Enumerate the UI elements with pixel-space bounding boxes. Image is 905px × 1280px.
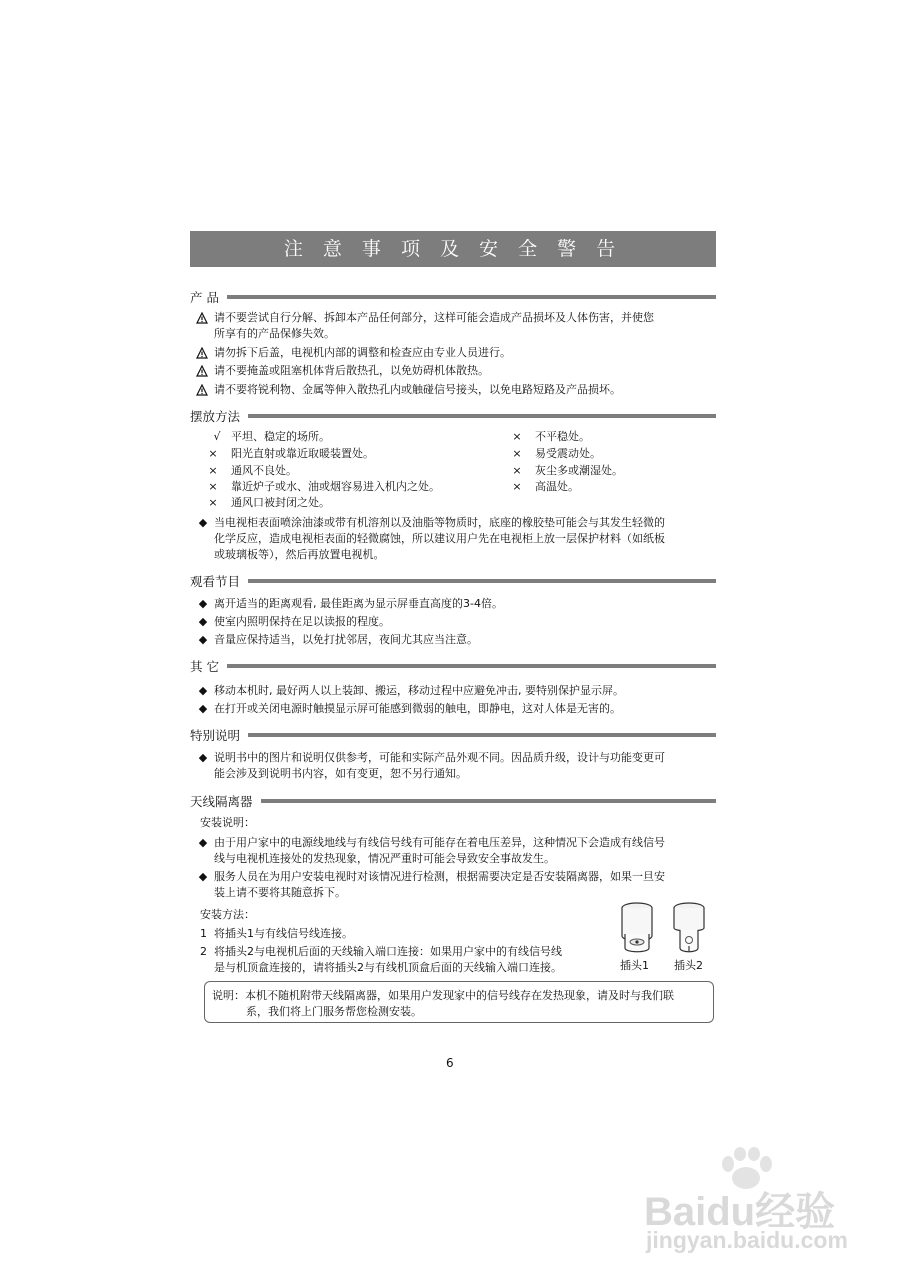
diamond-icon: ◆	[198, 702, 208, 715]
warning-icon	[196, 365, 208, 377]
step-1-number: 1	[200, 927, 207, 940]
product-item-4: 请不要将锐利物、金属等伸入散热孔内或触碰信号接头，以免电路短路及产品损坏。	[214, 383, 621, 396]
watermark-brand: Baidu经验	[644, 1190, 836, 1234]
installation-note-line-1: 说明：本机不随机附带天线隔离器，如果用户发现家中的信号线存在发热现象，请及时与我们联	[212, 989, 674, 1002]
section-title: 天线隔离器	[190, 794, 253, 809]
placement-bad-left-4: 通风口被封闭之处。	[231, 496, 330, 509]
section-header-other	[190, 658, 716, 674]
install-note-label: 安装说明：	[200, 816, 255, 829]
diamond-icon: ◆	[198, 751, 208, 764]
placement-bad-left-2: 通风不良处。	[231, 464, 297, 477]
section-header-viewing	[190, 573, 716, 589]
antenna-bullet-1-line-2: 线与电视机连接处的发热现象，情况严重时可能会导致安全事故发生。	[214, 852, 555, 865]
section-title: 摆放方法	[190, 409, 241, 424]
diamond-icon: ◆	[198, 516, 208, 529]
diamond-icon: ◆	[198, 684, 208, 697]
cross-icon: ×	[208, 480, 218, 493]
placement-bad-right-4: 高温处。	[535, 480, 579, 493]
special-note-line-2: 能会涉及到说明书内容，如有变更，恕不另行通知。	[214, 767, 467, 780]
placement-note-line-1: 当电视柜表面喷涂油漆或带有机溶剂以及油脂等物质时，底座的橡胶垫可能会与其发生轻微的	[214, 516, 665, 529]
viewing-item-2: 使室内照明保持在足以读报的程度。	[214, 615, 390, 628]
section-rule	[227, 664, 716, 668]
plug-1-label: 插头1	[620, 959, 649, 972]
placement-good-1: 平坦、稳定的场所。	[231, 430, 330, 443]
placement-bad-right-3: 灰尘多或潮湿处。	[535, 464, 623, 477]
antenna-bullet-2-line-2: 装上请不要将其随意拆下。	[214, 886, 346, 899]
product-item-1-cont: 所享有的产品保修失效。	[214, 327, 335, 340]
diamond-icon: ◆	[198, 870, 208, 883]
placement-bad-left-1: 阳光直射或靠近取暖装置处。	[231, 447, 374, 460]
plug-2-illustration	[666, 898, 712, 958]
cross-icon: ×	[512, 447, 522, 460]
check-icon: √	[213, 430, 221, 443]
placement-note-line-2: 化学反应，造成电视柜表面的轻微腐蚀，所以建议用户先在电视柜上放一层保护材料（如纸板	[214, 532, 665, 545]
cross-icon: ×	[512, 480, 522, 493]
diamond-icon: ◆	[198, 615, 208, 628]
product-item-2: 请勿拆下后盖，电视机内部的调整和检查应由专业人员进行。	[214, 346, 511, 359]
special-note-line-1: 说明书中的图片和说明仅供参考，可能和实际产品外观不同。因品质升级，设计与功能变更可	[214, 751, 665, 764]
section-header-antenna-isolator	[190, 793, 716, 809]
other-item-1: 移动本机时, 最好两人以上装卸、搬运，移动过程中应避免冲击, 要特别保护显示屏。	[214, 684, 624, 697]
placement-bad-left-3: 靠近炉子或水、油或烟容易进入机内之处。	[231, 480, 440, 493]
diamond-icon: ◆	[198, 633, 208, 646]
warning-icon	[196, 384, 208, 396]
page-number: 6	[446, 1056, 454, 1070]
section-header-product	[190, 289, 716, 305]
plug-1-illustration	[614, 898, 660, 958]
section-rule	[248, 414, 716, 418]
viewing-item-1: 离开适当的距离观看, 最佳距离为显示屏垂直高度的3-4倍。	[214, 597, 503, 610]
section-rule	[261, 799, 716, 803]
install-method-label: 安装方法：	[200, 908, 255, 921]
step-2-number: 2	[200, 945, 207, 958]
section-header-special-note	[190, 727, 716, 743]
watermark-url: jingyan.baidu.com	[646, 1227, 848, 1253]
product-item-1: 请不要尝试自行分解、拆卸本产品任何部分，这样可能会造成产品损坏及人体伤害，并使您	[214, 311, 654, 324]
step-2-line-2: 是与机顶盒连接的，请将插头2与有线机顶盒后面的天线输入端口连接。	[214, 961, 562, 974]
step-1-text: 将插头1与有线信号线连接。	[214, 927, 353, 940]
plug-2-label: 插头2	[674, 959, 703, 972]
diamond-icon: ◆	[198, 836, 208, 849]
cross-icon: ×	[208, 464, 218, 477]
warning-icon	[196, 347, 208, 359]
viewing-item-3: 音量应保持适当，以免打扰邻居，夜间尤其应当注意。	[214, 633, 478, 646]
cross-icon: ×	[512, 430, 522, 443]
page-title: 注 意 事 项 及 安 全 警 告	[190, 231, 716, 267]
cross-icon: ×	[208, 496, 218, 509]
other-item-2: 在打开或关闭电源时触摸显示屏可能感到微弱的触电，即静电，这对人体是无害的。	[214, 702, 621, 715]
antenna-bullet-1-line-1: 由于用户家中的电源线地线与有线信号线有可能存在着电压差异，这种情况下会造成有线信号	[214, 836, 665, 849]
cross-icon: ×	[512, 464, 522, 477]
diamond-icon: ◆	[198, 597, 208, 610]
section-title: 其 它	[190, 659, 219, 674]
section-header-placement	[190, 408, 716, 424]
cross-icon: ×	[208, 447, 218, 460]
antenna-bullet-2-line-1: 服务人员在为用户安装电视时对该情况进行检测，根据需要决定是否安装隔离器，如果一旦安	[214, 870, 665, 883]
placement-bad-right-1: 不平稳处。	[535, 430, 590, 443]
warning-icon	[196, 312, 208, 324]
section-rule	[248, 733, 716, 737]
section-rule	[248, 579, 716, 583]
installation-note-line-2: 系，我们将上门服务帮您检测安装。	[246, 1005, 422, 1018]
section-title: 产 品	[190, 290, 219, 305]
section-title: 观看节目	[190, 574, 241, 589]
placement-note-line-3: 或玻璃板等），然后再放置电视机。	[214, 548, 385, 561]
section-rule	[227, 295, 716, 299]
section-title: 特别说明	[190, 728, 241, 743]
placement-bad-right-2: 易受震动处。	[535, 447, 601, 460]
step-2-line-1: 将插头2与电视机后面的天线输入端口连接：如果用户家中的有线信号线	[214, 945, 562, 958]
product-item-3: 请不要掩盖或阻塞机体背后散热孔，以免妨碍机体散热。	[214, 364, 489, 377]
